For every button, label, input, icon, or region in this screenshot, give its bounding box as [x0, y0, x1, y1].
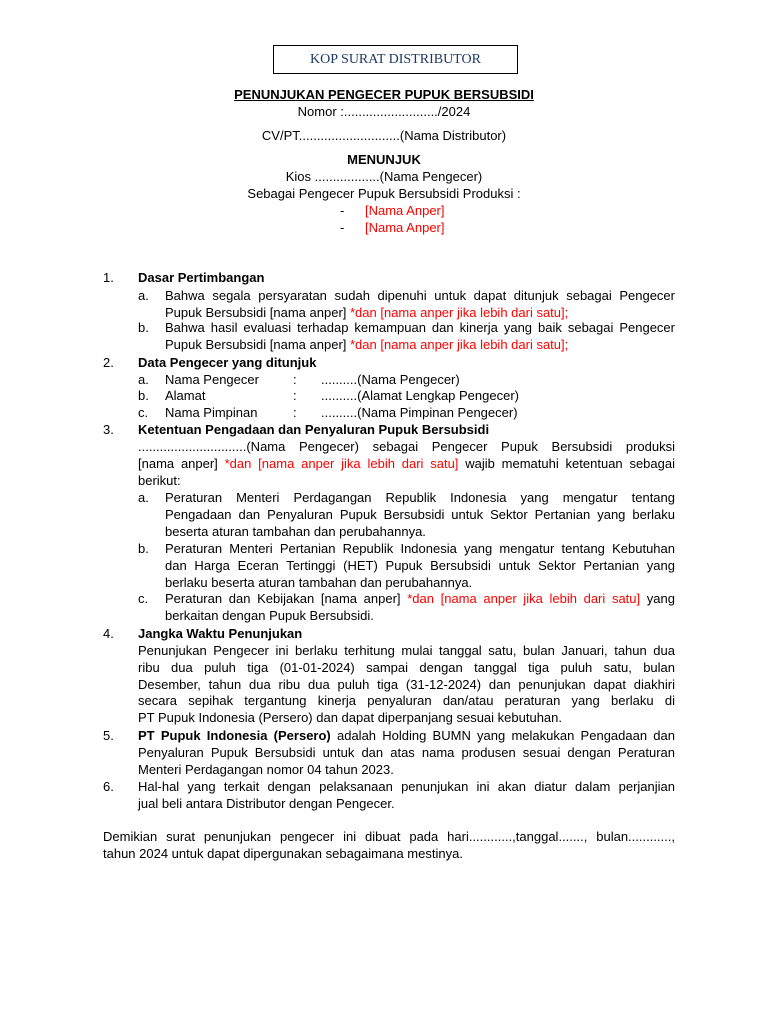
- field-colon: :: [293, 372, 297, 387]
- section-3c-letter: c.: [138, 591, 149, 606]
- field-label-alamat: Alamat: [165, 388, 206, 403]
- section-3b-line2: dan Harga Eceran Tertinggi (HET) Pupuk Bersubsidi untuk Sektor Pertanian yang: [165, 557, 675, 573]
- section-2b-letter: b.: [138, 388, 149, 403]
- section-1a-line2-black: Pupuk Bersubsidi [nama anper]: [165, 304, 350, 320]
- section-4-line3: Desember, tahun dua ribu dua puluh tiga (31-12-2024) dan penunjukan dapat diakhiri: [138, 676, 675, 692]
- section-1a-letter: a.: [138, 288, 149, 303]
- section-3-heading: Ketentuan Pengadaan dan Penyaluran Pupuk Bersubsidi: [138, 422, 490, 437]
- section-5-line3: Menteri Perdagangan nomor 04 tahun 2023.: [138, 761, 394, 777]
- section-3b-text: [165, 541, 675, 591]
- section-4-heading: Jangka Waktu Penunjukan: [138, 626, 303, 641]
- field-label-nama-pimpinan: Nama Pimpinan: [165, 405, 258, 420]
- section-1b-text: [165, 320, 675, 354]
- section-6-number: 6.: [103, 779, 114, 794]
- letterhead-box: KOP SURAT DISTRIBUTOR: [273, 45, 518, 74]
- anper-dash-2: -: [340, 220, 345, 235]
- section-3-intro-line2-red: *dan [nama anper jika lebih dari satu]: [224, 455, 459, 471]
- section-4-line2: ribu dua puluh tiga (01-01-2024) sampai dengan tanggal tiga puluh satu, bulan: [138, 659, 675, 675]
- anper-dash-1: -: [340, 203, 345, 218]
- section-4-line5: PT Pupuk Indonesia (Persero) dan dapat diperpanjang sesuai kebutuhan.: [138, 710, 562, 726]
- section-1b-letter: b.: [138, 320, 149, 335]
- field-value-nama-pengecer: ..........(Nama Pengecer): [321, 372, 460, 387]
- section-4-number: 4.: [103, 626, 114, 641]
- section-1a-line1: Bahwa segala persyaratan sudah dipenuhi untuk dapat ditunjuk sebagai Pengecer: [165, 288, 675, 303]
- distributor-line: CV/PT............................(Nama Distributor): [261, 128, 507, 143]
- section-3c-text: [165, 591, 675, 625]
- field-value-alamat: ..........(Alamat Lengkap Pengecer): [321, 388, 519, 403]
- section-1-number: 1.: [103, 270, 114, 285]
- anper-item-2: [Nama Anper]: [365, 220, 445, 235]
- section-1a-text: [165, 288, 675, 322]
- section-3b-letter: b.: [138, 541, 149, 556]
- section-3c-line1-black-a: Peraturan dan Kebijakan [nama anper]: [165, 591, 408, 606]
- closing-line2: tahun 2024 untuk dapat dipergunakan sebagaimana mestinya.: [103, 845, 463, 861]
- document-title: PENUNJUKAN PENGECER PUPUK BERSUBSIDI: [234, 87, 534, 102]
- section-2a-letter: a.: [138, 372, 149, 387]
- section-4-line4: secara sepihak tergantung kinerja penyaluran dan/atau peraturan yang berlaku di: [138, 693, 675, 709]
- section-3-intro-line3: berikut:: [138, 472, 181, 488]
- section-3b-line1: Peraturan Menteri Pertanian Republik Indonesia yang mengatur tentang Kebutuhan: [165, 541, 675, 556]
- section-3-intro-line2: [138, 456, 675, 473]
- section-1b-line2-red: *dan [nama anper jika lebih dari satu];: [350, 336, 569, 352]
- section-3a-letter: a.: [138, 490, 149, 505]
- section-1-heading: Dasar Pertimbangan: [138, 270, 265, 285]
- section-1b-line2-black: Pupuk Bersubsidi [nama anper]: [165, 336, 350, 352]
- anper-item-1: [Nama Anper]: [365, 203, 445, 218]
- section-3-intro-line2-black-b: wajib mematuhi ketentuan sebagai: [458, 455, 675, 471]
- field-colon: :: [293, 405, 297, 420]
- field-label-nama-pengecer: Nama Pengecer: [165, 372, 259, 387]
- section-4-text: [138, 643, 675, 727]
- section-1b-line2: [165, 337, 675, 354]
- section-4-line1: Penunjukan Pengecer ini berlaku terhitung mulai tanggal satu, bulan Januari, tahun dua: [138, 643, 675, 658]
- section-3-number: 3.: [103, 422, 114, 437]
- section-3b-line3: berlaku beserta aturan tambahan dan perubahannya.: [165, 574, 473, 590]
- nomor-line: Nomor :........................../2024: [297, 104, 471, 119]
- section-3a-line3: beserta aturan tambahan dan perubahannya.: [165, 523, 426, 539]
- field-colon: :: [293, 388, 297, 403]
- closing-line1: Demikian surat penunjukan pengecer ini dibuat pada hari............,tanggal......., bulan............,: [103, 829, 675, 844]
- section-5-bold: PT Pupuk Indonesia (Persero): [138, 728, 331, 743]
- section-5-line1: [138, 728, 675, 745]
- section-3-intro: [138, 439, 675, 489]
- section-6-line2: jual beli antara Distributor dengan Pengecer.: [138, 795, 395, 811]
- section-1a-line2-red: *dan [nama anper jika lebih dari satu];: [350, 304, 569, 320]
- menunjuk-heading: MENUNJUK: [347, 152, 421, 167]
- section-3c-line1: [165, 591, 675, 608]
- section-3a-line1: Peraturan Menteri Perdagangan Republik Indonesia yang mengatur tentang: [165, 490, 675, 505]
- section-3c-line1-red: *dan [nama anper jika lebih dari satu]: [407, 591, 641, 606]
- section-3c-line2: berkaitan dengan Pupuk Bersubsidi.: [165, 607, 374, 623]
- section-2-heading: Data Pengecer yang ditunjuk: [138, 355, 317, 370]
- section-3a-text: [165, 490, 675, 540]
- section-2c-letter: c.: [138, 405, 149, 420]
- section-6-line1: Hal-hal yang terkait dengan pelaksanaan penunjukan ini akan diatur dalam perjanjian: [138, 779, 675, 794]
- section-3-intro-line2-black-a: [nama anper]: [138, 455, 225, 471]
- kios-line: Kios ..................(Nama Pengecer): [285, 169, 483, 184]
- sebagai-line: Sebagai Pengecer Pupuk Bersubsidi Produksi :: [247, 186, 521, 201]
- section-2-number: 2.: [103, 355, 114, 370]
- section-5-line1-rest: adalah Holding BUMN yang melakukan Pengadaan dan: [330, 728, 675, 743]
- section-5-text: [138, 728, 675, 778]
- section-6-text: [138, 779, 675, 813]
- field-value-nama-pimpinan: ..........(Nama Pimpinan Pengecer): [321, 405, 518, 420]
- section-5-line2: Penyaluran Pupuk Bersubsidi untuk dan atas nama produsen sesuai dengan Peraturan: [138, 744, 675, 760]
- section-3-intro-line1: ..............................(Nama Pengecer) sebagai Pengecer Pupuk Bersubsidi produksi: [138, 439, 675, 454]
- section-1b-line1: Bahwa hasil evaluasi terhadap kemampuan dan kinerja yang baik sebagai Pengecer: [165, 320, 675, 335]
- section-3a-line2: Pengadaan dan Penyaluran Pupuk Bersubsidi untuk Sektor Pertanian yang berlaku: [165, 506, 675, 522]
- closing-paragraph: [103, 829, 675, 863]
- section-5-number: 5.: [103, 728, 114, 743]
- section-3c-line1-black-b: yang: [640, 591, 675, 606]
